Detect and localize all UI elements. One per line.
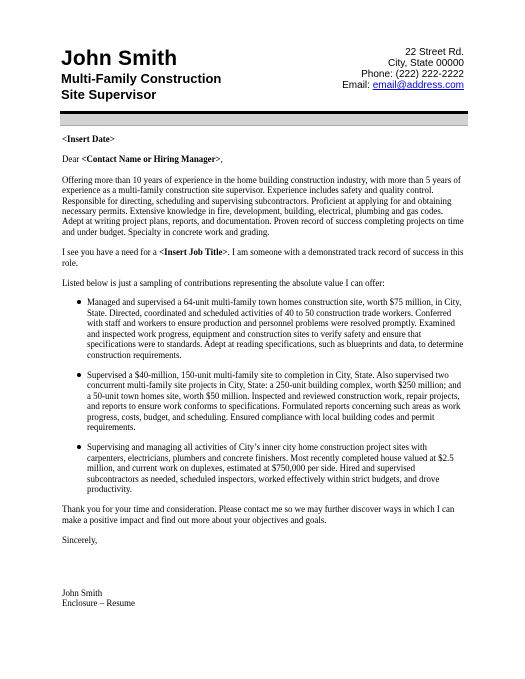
intro-paragraph: Offering more than 10 years of experience in the home building construction industry, with more than 5 years of experience as a multi-family construction site supervisor. Experience includes safety and quality control. Responsible for directing, scheduling and supervising subcontractors. Proficient at applying for and obtaining necessary permits. Extensive knowledge in fire, development, building, electrical, plumbing and gas codes. Adept at writing project plans, reports, and documentation. Proven record of success completing projects on time and under budget. Specialty in concrete work and grading. [62, 174, 464, 237]
header-band [60, 114, 468, 126]
email-label: Email: [342, 80, 373, 91]
title-line-2: Site Supervisor [61, 87, 157, 102]
list-item: Supervising and managing all activities of City’s inner city home construction project sites with carpenters, electricians, plumbers and concrete finishers. Most recently completed house valued at $2.5 million, and current work on duplexes, estimated at $750,000 per side. Hired and supervised subcontractors as needed, scheduled inspectors, worked effectively within strict budgets, and drove productivity. [62, 442, 466, 494]
email-row [342, 80, 464, 91]
applicant-title [61, 71, 221, 103]
contributions-list [62, 297, 466, 494]
enclosure: Enclosure – Resume [62, 598, 135, 608]
signature-name: John Smith [62, 587, 103, 598]
contact-placeholder: <Contact Name or Hiring Manager> [81, 154, 221, 165]
job-title-placeholder: <Insert Job Title> [159, 247, 228, 258]
phone: Phone: (222) 222-2222 [361, 69, 464, 80]
address-line-1: 22 Street Rd. [405, 47, 464, 58]
closing-paragraph: Thank you for your time and consideration. Please contact me so we may further discover ways in which I can make a positive impact and find out more about your objectives and goals. [62, 504, 455, 525]
letter-header [61, 47, 469, 109]
need-paragraph: I see you have a need for a <Insert Job Title>. I am someone with a demonstrated track record of success in this role. [62, 247, 464, 268]
applicant-name: John Smith [61, 47, 178, 70]
contact-block [342, 47, 464, 91]
list-item: Supervised a $40-million, 150-unit multi-family site to completion in City, State. Also supervised two concurrent multi-family site projects in City, State: a 250-unit building complex, worth $250 million; and a 50-unit town homes site, worth $50 million. Inspected and reviewed construction work, repair projects, and reports to ensure work conforms to specifications. Formulated reports concerning such areas as work progress, costs, budget, and scheduling. Ensured compliance with local building codes and permit requirements. [62, 370, 466, 432]
email-link[interactable]: email@address.com [372, 80, 464, 91]
letter-body [62, 134, 466, 608]
address-line-2: City, State 00000 [388, 58, 464, 69]
sign-off: Sincerely, [62, 535, 98, 546]
listed-intro: Listed below is just a sampling of contributions representing the absolute value I can offer: [62, 278, 385, 289]
salutation: Dear <Contact Name or Hiring Manager>, [62, 154, 223, 165]
date-placeholder: <Insert Date> [62, 134, 115, 144]
title-line-1: Multi-Family Construction [61, 71, 222, 86]
list-item: Managed and supervised a 64-unit multi-family town homes construction site, worth $75 million, in City, State. Directed, coordinated and scheduled activities of 40 to 50 construction trade workers. Conferred with staff and workers to ensure production and personnel problems were resolved promptly. Examined and inspected work progress, equipment and construction sites to verify safety and ensure that specifications were to standards. Adept at reading specifications, such as blueprints and data, to determine construction requirements. [62, 297, 466, 359]
